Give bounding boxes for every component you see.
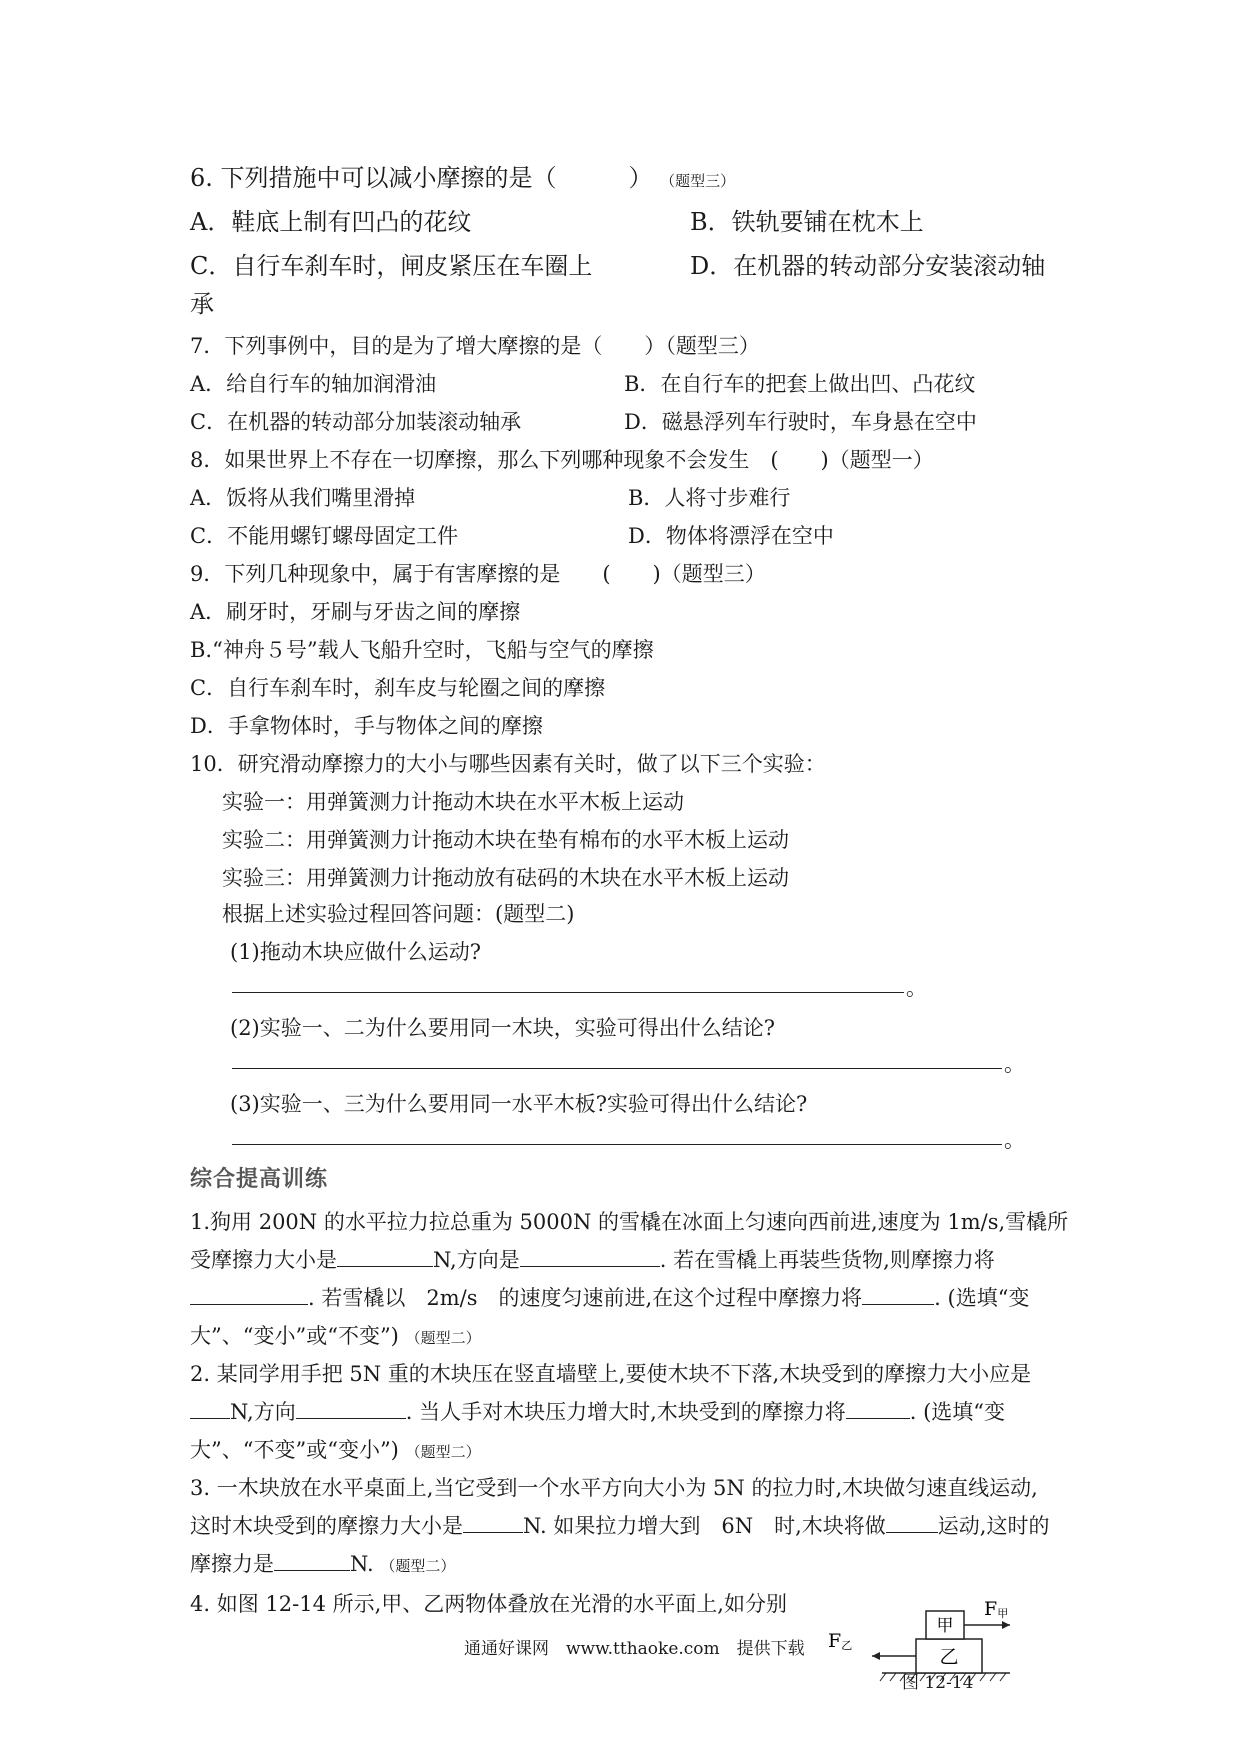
q6-option-b: B．铁轨要铺在枕木上: [690, 208, 924, 236]
p1-blank-4[interactable]: [862, 1282, 934, 1305]
q10-experiment-3: 实验三：用弹簧测力计拖动放有砝码的木块在水平木板上运动: [222, 866, 789, 890]
p1-line-1: 1.狗用 200N 的水平拉力拉总重为 5000N 的雪橇在冰面上匀速向西前进,速度为 1m/s,雪橇所: [190, 1210, 1069, 1234]
q9-option-a: A．刷牙时，牙刷与牙齿之间的摩擦: [190, 600, 521, 624]
p1-blank-2[interactable]: [520, 1244, 660, 1267]
q9-option-d: D．手拿物体时，手与物体之间的摩擦: [190, 714, 543, 738]
q10-experiment-1: 实验一：用弹簧测力计拖动木块在水平木板上运动: [222, 790, 684, 814]
p2-line-1: 2. 某同学用手把 5N 重的木块压在竖直墙壁上,要使木块不下落,木块受到的摩擦力大小应是: [190, 1362, 1032, 1386]
p4-line-1: 4. 如图 12-14 所示,甲、乙两物体叠放在光滑的水平面上,如分别: [190, 1592, 787, 1616]
q6-tag: （题型三）: [660, 172, 736, 190]
q7-option-c: C．在机器的转动部分加装滚动轴承: [190, 410, 522, 434]
p1-text-f: 大”、“变小”或“不变”): [190, 1324, 399, 1348]
q9-option-c: C．自行车刹车时，刹车皮与轮圈之间的摩擦: [190, 676, 606, 700]
p2-text-d: 大”、“不变”或“变小”): [190, 1438, 399, 1462]
q10-answer-2-end: 。: [1004, 1052, 1025, 1076]
q7-option-a: A．给自行车的轴加润滑油: [190, 372, 437, 396]
p2-blank-3[interactable]: [846, 1396, 910, 1419]
p2-text-c: . (选填“变: [909, 1400, 1006, 1425]
p2-text-a: N,方向: [230, 1400, 296, 1425]
p3-text-a: 这时木块受到的摩擦力大小是: [190, 1514, 463, 1539]
block-jia-label: 甲: [936, 1616, 954, 1636]
q10-prompt: 根据上述实验过程回答问题：(题型二): [222, 902, 575, 926]
q10-stem: 10．研究滑动摩擦力的大小与哪些因素有关时，做了以下三个实验：: [190, 752, 826, 776]
q9-option-b: B.“神舟５号”载人飞船升空时，飞船与空气的摩擦: [190, 638, 654, 662]
q10-answer-line-1[interactable]: [232, 992, 904, 993]
p3-blank-3[interactable]: [274, 1548, 350, 1571]
p3-text-d: 摩擦力是: [190, 1552, 274, 1577]
p1-line-4: [190, 1320, 481, 1350]
q10-answer-3-end: 。: [1004, 1128, 1025, 1152]
p2-blank-1[interactable]: [190, 1396, 230, 1419]
q6-stem: 6. 下列措施中可以减小摩擦的是（ ）: [190, 164, 653, 192]
figure-caption: 图 12-14: [902, 1673, 974, 1693]
q8-option-c: C．不能用螺钉螺母固定工件: [190, 524, 459, 548]
p1-line-2: [190, 1244, 995, 1274]
p3-line-3: [190, 1548, 455, 1578]
q10-answer-line-3[interactable]: [232, 1144, 1002, 1145]
p3-text-e: N.: [350, 1552, 374, 1577]
p2-text-b: . 当人手对木块压力增大时,木块受到的摩擦力将: [405, 1400, 846, 1425]
footer-credit: 通通好课网 www.tthaoke.com 提供下载: [464, 1639, 805, 1659]
p1-text-b: N,方向是: [433, 1248, 520, 1273]
p1-text-c: . 若在雪橇上再装些货物,则摩擦力将: [659, 1248, 995, 1273]
force-yi-label: F乙: [828, 1630, 853, 1652]
p1-text-e: . (选填“变: [934, 1286, 1030, 1311]
p2-line-3: [190, 1434, 481, 1464]
p1-blank-3[interactable]: [190, 1282, 308, 1305]
q6-option-d: D．在机器的转动部分安装滚动轴: [690, 252, 1046, 280]
p3-line-1: 3. 一木块放在水平桌面上,当它受到一个水平方向大小为 5N 的拉力时,木块做匀速直线运动,: [190, 1476, 1038, 1500]
p3-text-c: 运动,这时的: [937, 1514, 1050, 1539]
q6-option-a: A．鞋底上制有凹凸的花纹: [190, 208, 472, 236]
force-jia-label: F甲: [984, 1598, 1009, 1620]
q8-option-d: D．物体将漂浮在空中: [628, 524, 834, 548]
p3-line-2: [190, 1510, 1049, 1540]
p3-text-b: N. 如果拉力增大到 6N 时,木块将做: [523, 1514, 886, 1539]
p2-tag: （题型二）: [405, 1443, 481, 1461]
q7-stem: 7．下列事例中，目的是为了增大摩擦的是（ ）（题型三）: [190, 334, 760, 358]
p1-blank-1[interactable]: [337, 1244, 433, 1267]
q9-stem: 9．下列几种现象中，属于有害摩擦的是 ( )（题型三）: [190, 562, 766, 586]
q10-answer-1-end: 。: [906, 976, 927, 1000]
q10-experiment-2: 实验二：用弹簧测力计拖动木块在垫有棉布的水平木板上运动: [222, 828, 789, 852]
q7-option-d: D．磁悬浮列车行驶时，车身悬在空中: [624, 410, 977, 434]
p2-blank-2[interactable]: [296, 1396, 406, 1419]
p2-line-2: [190, 1396, 1005, 1426]
force-jia-arrowhead: [1002, 1621, 1010, 1629]
p3-tag: （题型二）: [380, 1557, 456, 1576]
p1-line-3: [190, 1282, 1029, 1312]
q10-subquestion-3: (3)实验一、三为什么要用同一水平木板?实验可得出什么结论?: [230, 1092, 808, 1116]
p1-tag: （题型二）: [405, 1329, 481, 1347]
force-yi-arrowhead: [872, 1652, 880, 1660]
q8-option-b: B．人将寸步难行: [628, 486, 791, 510]
q6-option-c: C．自行车刹车时，闸皮紧压在车圈上: [190, 252, 593, 280]
p3-blank-1[interactable]: [463, 1510, 523, 1533]
q10-answer-line-2[interactable]: [232, 1068, 1002, 1069]
p1-text-a: 受摩擦力大小是: [190, 1248, 337, 1273]
block-yi-label: 乙: [939, 1646, 959, 1668]
q8-option-a: A．饭将从我们嘴里滑掉: [190, 486, 416, 510]
q6-stem-line: [190, 158, 735, 193]
p3-blank-2[interactable]: [886, 1510, 938, 1533]
section-title: 综合提高训练: [190, 1166, 329, 1192]
q7-option-b: B．在自行车的把套上做出凹、凸花纹: [624, 372, 976, 396]
q10-subquestion-2: (2)实验一、二为什么要用同一木块，实验可得出什么结论?: [230, 1016, 776, 1040]
q6-option-d-wrap: 承: [190, 290, 214, 318]
q10-subquestion-1: (1)拖动木块应做什么运动?: [230, 940, 482, 964]
q8-stem: 8．如果世界上不存在一切摩擦，那么下列哪种现象不会发生 ( )（题型一）: [190, 448, 934, 472]
p1-text-d: . 若雪橇以 2m/s 的速度匀速前进,在这个过程中摩擦力将: [308, 1286, 863, 1311]
